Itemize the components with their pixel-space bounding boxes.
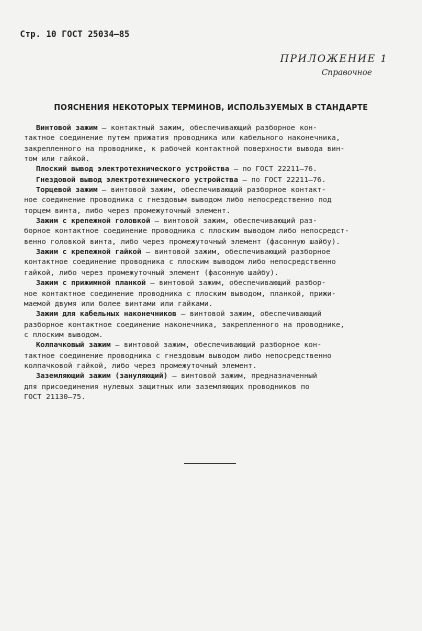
definition-text: для присоединения нулевых защитных или заземляющих проводников по <box>24 381 310 391</box>
definition-line <box>24 320 394 330</box>
definition-paragraph <box>24 175 394 185</box>
definition-line <box>24 237 394 247</box>
definition-text: — винтовой зажим, обеспечивающий разборное кон- <box>110 340 322 350</box>
definition-line <box>24 154 394 164</box>
definition-term: Винтовой зажим <box>36 123 98 132</box>
definition-paragraph <box>24 278 394 309</box>
definition-text: ГОСТ 21130—75. <box>24 391 86 401</box>
definition-text: торцем винта, либо через промежуточный элемент. <box>24 205 231 215</box>
definition-text: — винтовой зажим, предназначенный <box>167 371 318 381</box>
definition-text: колпачковой гайкой, либо через промежуточный элемент. <box>24 360 257 370</box>
definition-text: — винтовой зажим, обеспечивающий <box>176 309 322 319</box>
definition-text: — винтовой зажим, обеспечивающий разборное <box>141 247 331 257</box>
definition-line <box>24 247 394 257</box>
definition-paragraph <box>24 371 394 402</box>
definition-paragraph <box>24 185 394 216</box>
definition-text: тактное соединение путем прижатия проводника или кабельного наконечника, <box>24 133 341 143</box>
definition-text: ное контактное соединение проводника с плоским выводом, планкой, прижи- <box>24 288 336 298</box>
definition-line <box>24 216 394 226</box>
definition-line <box>24 257 394 267</box>
definition-text: с плоским выводом. <box>24 329 104 339</box>
definition-text: — контактный зажим, обеспечивающий разборное кон- <box>97 123 318 132</box>
definition-line <box>24 351 394 361</box>
definition-paragraph <box>24 123 394 164</box>
definition-line <box>24 361 394 371</box>
definition-text: — винтовой зажим, обеспечивающий раз- <box>150 216 318 226</box>
definition-text: борное контактное соединение проводника с плоским выводом либо непосредст- <box>24 226 350 236</box>
definition-term: Плоский вывод электротехнического устройства <box>36 164 230 174</box>
definition-line <box>24 206 394 216</box>
definition-line <box>24 195 394 205</box>
definition-paragraph <box>24 309 394 340</box>
definition-text: венно головкой винта, либо через промежуточный элемент (фасонную шайбу). <box>24 236 341 246</box>
definition-text: ное соединение проводника с гнездовым выводом либо непосредственно под <box>24 195 332 205</box>
definition-line <box>24 289 394 299</box>
definition-text: том или гайкой. <box>24 154 90 164</box>
definition-text: маемой двумя или более винтами или гайками. <box>24 298 213 308</box>
definition-paragraph <box>24 164 394 174</box>
definition-line <box>24 133 394 143</box>
definition-term: Зажим с крепежной головкой <box>36 216 151 226</box>
definition-line <box>24 371 394 381</box>
page-header: Стр. 10 ГОСТ 25034—85 <box>20 30 130 40</box>
appendix-title: ПРИЛОЖЕНИЕ 1 <box>280 54 388 65</box>
definition-text: контактное соединение проводника с плоским выводом либо непосредственно <box>24 257 336 267</box>
definition-line <box>24 382 394 392</box>
definition-line <box>24 123 394 133</box>
section-title: ПОЯСНЕНИЯ НЕКОТОРЫХ ТЕРМИНОВ, ИСПОЛЬЗУЕМЫХ В СТАНДАРТЕ <box>54 103 369 112</box>
definition-line <box>24 340 394 350</box>
definition-text: — по ГОСТ 22211—76. <box>229 164 318 174</box>
definition-line <box>24 164 394 174</box>
appendix-subtitle: Справочное <box>321 68 372 77</box>
definition-term: Колпачковый зажим <box>36 340 111 350</box>
definition-text: — винтовой зажим, обеспечивающий разбор- <box>145 278 326 288</box>
definition-line <box>24 144 394 154</box>
end-rule <box>184 463 236 464</box>
definition-line <box>24 278 394 288</box>
definition-term: Торцевой зажим <box>36 185 98 195</box>
definition-paragraph <box>24 247 394 278</box>
definition-paragraph <box>24 340 394 371</box>
definition-text: гайкой, либо через промежуточный элемент (фасонную шайбу). <box>24 267 279 277</box>
definition-line <box>24 185 394 195</box>
definition-line <box>24 268 394 278</box>
definition-line <box>24 175 394 185</box>
definition-line <box>24 299 394 309</box>
definition-term: Заземляющий зажим (зануляющий) <box>36 371 168 381</box>
definition-text: разборное контактное соединение наконечника, закрепленного на проводнике, <box>24 319 345 329</box>
definition-term: Зажим с прижимной планкой <box>36 278 146 288</box>
definition-line <box>24 330 394 340</box>
definition-term: Гнездовой вывод электротехнического устройства <box>36 174 239 184</box>
definition-text: тактное соединение проводника с гнездовым выводом либо непосредственно <box>24 350 332 360</box>
definition-term: Зажим для кабельных наконечников <box>36 309 177 319</box>
definitions-body <box>24 123 394 402</box>
definition-line <box>24 309 394 319</box>
definition-text: — винтовой зажим, обеспечивающий разборное контакт- <box>97 185 326 195</box>
definition-term: Зажим с крепежной гайкой <box>36 247 142 257</box>
definition-line <box>24 392 394 402</box>
definition-line <box>24 226 394 236</box>
definition-paragraph <box>24 216 394 247</box>
definition-text: закрепленного на проводнике, к рабочей контактной поверхности вывода вин- <box>24 143 345 153</box>
definition-text: — по ГОСТ 22211—76. <box>238 174 326 184</box>
